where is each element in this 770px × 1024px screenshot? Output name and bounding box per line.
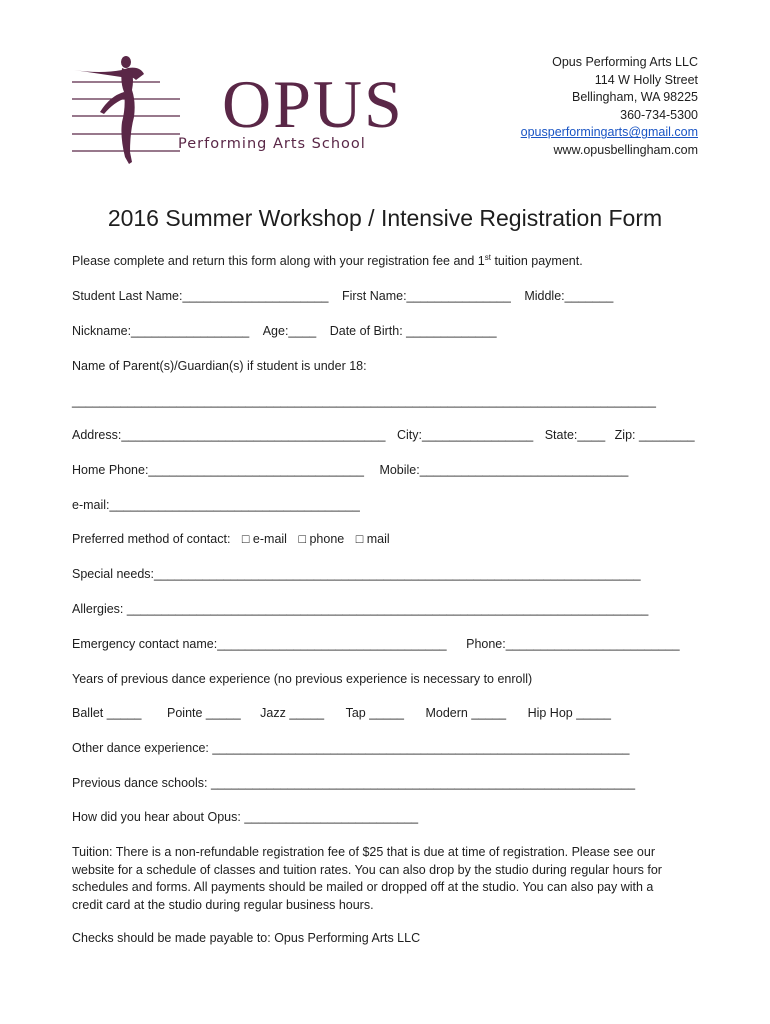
zip-field[interactable]: Zip: ________ <box>614 428 695 442</box>
state-field[interactable]: State:____ <box>544 428 606 442</box>
other-dance-field[interactable]: Other dance experience: ____________________________________________________________ <box>72 741 630 755</box>
home-phone-field[interactable]: Home Phone:_______________________________ <box>72 463 364 477</box>
mobile-field[interactable]: Mobile:______________________________ <box>379 463 629 477</box>
parent-guardian-label: Name of Parent(s)/Guardian(s) if student is under 18: <box>72 359 367 373</box>
name-row <box>72 289 613 303</box>
contact-mail-checkbox[interactable]: □ mail <box>355 532 390 546</box>
nickname-row <box>72 324 497 338</box>
logo-tagline: Performing Arts School <box>178 136 366 152</box>
ballet-field[interactable]: Ballet _____ <box>72 706 142 720</box>
address-row <box>72 428 695 442</box>
modern-field[interactable]: Modern _____ <box>425 706 507 720</box>
form-title: 2016 Summer Workshop / Intensive Registration Form <box>107 205 663 231</box>
contact-address-block <box>521 54 698 160</box>
intro-text: Please complete and return this form along with your registration fee and 1st tuition payment. <box>72 252 583 268</box>
contact-method-label: Preferred method of contact: <box>72 532 231 546</box>
date-of-birth-field[interactable]: Date of Birth: _____________ <box>329 324 497 338</box>
student-last-name-field[interactable]: Student Last Name:_____________________ <box>72 289 329 303</box>
dancer-silhouette-icon <box>70 52 230 172</box>
previous-schools-field[interactable]: Previous dance schools: _____________________________________________________________ <box>72 776 636 790</box>
dance-experience-label: Years of previous dance experience (no previous experience is necessary to enroll) <box>72 672 533 686</box>
contact-phone-checkbox[interactable]: □ phone <box>298 532 345 546</box>
email-link[interactable]: opusperformingarts@gmail.com <box>520 125 698 140</box>
how-hear-field[interactable]: How did you hear about Opus: _________________________ <box>72 810 419 824</box>
company-name: Opus Performing Arts LLC <box>552 55 698 69</box>
tap-field[interactable]: Tap _____ <box>345 706 404 720</box>
allergies-field[interactable]: Allergies: ___________________________________________________________________________ <box>72 602 649 616</box>
city-state-zip: Bellingham, WA 98225 <box>571 90 698 105</box>
city-field[interactable]: City:________________ <box>397 428 534 442</box>
contact-email-checkbox[interactable]: □ e-mail <box>241 532 287 546</box>
address-field[interactable]: Address:______________________________________ <box>72 428 386 442</box>
opus-logo <box>70 52 404 172</box>
middle-name-field[interactable]: Middle:_______ <box>524 289 614 303</box>
logo-wordmark: OPUS <box>222 66 404 142</box>
parent-guardian-field[interactable]: ____________________________________________________________________________________ <box>72 394 656 408</box>
emergency-contact-field[interactable]: Emergency contact name:_________________________________ <box>72 637 447 651</box>
first-name-field[interactable]: First Name:_______________ <box>341 289 511 303</box>
hip-hop-field[interactable]: Hip Hop _____ <box>527 706 611 720</box>
website: www.opusbellingham.com <box>553 142 698 157</box>
emergency-row <box>72 637 680 651</box>
phone-row <box>72 463 628 477</box>
jazz-field[interactable]: Jazz _____ <box>260 706 325 720</box>
contact-method-row <box>72 532 390 546</box>
checks-payable-text: Checks should be made payable to: Opus Performing Arts LLC <box>72 931 421 945</box>
email-field[interactable]: e-mail:____________________________________ <box>72 498 360 512</box>
emergency-phone-field[interactable]: Phone:_________________________ <box>466 637 680 651</box>
pointe-field[interactable]: Pointe _____ <box>167 706 241 720</box>
phone-number: 360-734-5300 <box>620 107 698 122</box>
nickname-field[interactable]: Nickname:_________________ <box>72 324 250 338</box>
tuition-paragraph: Tuition: There is a non-refundable registration fee of $25 that is due at time of registration. Please see our website for a schedule of classes and tuition rates. You can also drop by the studio during regular hours for schedules and forms. All payments should be mailed or dropped off at the studio. You can also pay with a credit card at the studio during regular business hours. <box>72 845 662 912</box>
age-field[interactable]: Age:____ <box>262 324 317 338</box>
special-needs-field[interactable]: Special needs:______________________________________________________________________ <box>72 567 641 581</box>
street-address: 114 W Holly Street <box>594 72 698 87</box>
dance-styles-row <box>72 706 611 720</box>
